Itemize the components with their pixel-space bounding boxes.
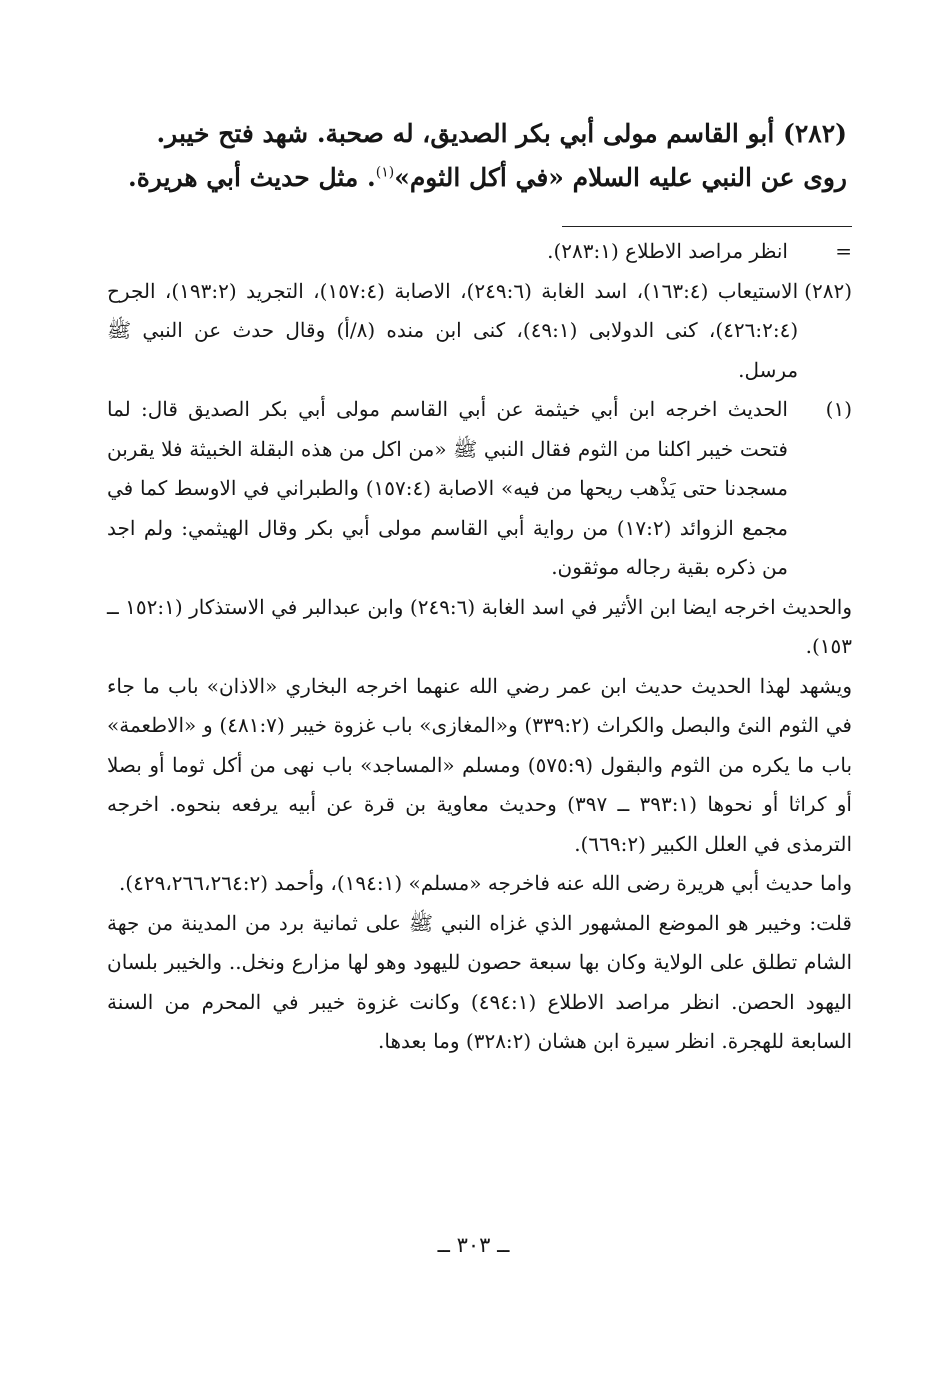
sources-marker: (٢٨٢) (804, 278, 852, 303)
footnote-1-body (107, 390, 788, 588)
footnote-paragraph: الحديث اخرجه ابن أبي خيثمة عن أبي القاسم مولى أبي بكر الصديق قال: لما فتحت خيبر اكلنا من الثوم فقال النبي ﷺ «من اكل من هذه البقلة الخبيثة فلا يقربن مسجدنا حتى يَذْهب ريحها من فيه» الاصابة (١٥٧:٤) والطبراني في الاوسط كما في مجمع الزوائد (١٧:٢) من رواية أبي القاسم مولى أبي بكر وقال الهيثمي: ولم اجد من ذكره بقية رجاله موثقون. (107, 397, 789, 579)
entry-line-2 (117, 156, 847, 200)
footnote-paragraph: والحديث اخرجه ايضا ابن الأثير في اسد الغابة (٢٤٩:٦) وابن عبدالبر في الاستذكار (١٥٢:١ ــ ١٥٣). (107, 594, 853, 658)
footnote-1-cont-a (107, 588, 852, 667)
footnote-1-marker: (١) (825, 397, 852, 421)
footnote-continuation (107, 232, 852, 272)
footnote-paragraph: قلت: وخيبر هو الموضع المشهور الذي غزاه النبي ﷺ على ثمانية برد من المدينة من جهة الشام تطلق على الولاية وكان بها سبعة حصون لليهود وهو لها مزارع ونخل.. والخيبر بلسان اليهود الحصن. انظر مراصد الاطلاع (٤٩٤:١) وكانت غزوة خيبر في المحرم من السنة السابعة للهجرة. انظر سيرة ابن هشان (٣٢٨:٢) وما بعدها. (107, 910, 852, 1053)
page-number: ــ ٣٠٣ ــ (437, 1233, 510, 1257)
footnote-1-cont-b (107, 667, 852, 865)
footnote-separator (562, 226, 852, 227)
footnote-1 (107, 390, 852, 588)
entry-line-1: (٢٨٢) أبو القاسم مولى أبي بكر الصديق، له صحبة. شهد فتح خيبر. (156, 119, 847, 148)
footnote-1-cont-d (107, 904, 852, 1062)
sources-text: الاستيعاب (١٦٣:٤)، اسد الغابة (٢٤٩:٦)، الاصابة (١٥٧:٤)، التجريد (١٩٣:٢)، الجرح (٤٢٦:٢:٤)، كنى الدولابى (٤٩:١)، كنى ابن منده (٨/أ) وقال حدث عن النبي ﷺ مرسل. (107, 278, 799, 382)
footnote-paragraph: ويشهد لهذا الحديث حديث ابن عمر رضي الله عنهما اخرجه البخاري «الاذان» باب ما جاء في الثوم النئ والبصل والكراث (٣٣٩:٢) و«المغازى» باب غزوة خيبر (٤٨١:٧) و «الاطعمة» باب ما يكره من الثوم والبقول (٥٧٥:٩) ومسلم «المساجد» باب نهى من أكل ثوما أو بصلا أو كراثا أو نحوها (٣٩٣:١ ــ ٣٩٧) وحديث معاوية بن قرة عن أبيه يرفعه بنحوه. اخرجه الترمذى في العلل الكبير (٦٦٩:٢). (107, 673, 853, 856)
continuation-marker: = (835, 239, 852, 263)
entry-line-2-text: روى عن النبي عليه السلام «في أكل الثوم» (394, 163, 847, 192)
footnote-reference: (١) (375, 164, 395, 181)
footnotes-section (107, 232, 852, 1062)
footnote-1-cont-c (107, 864, 852, 904)
continuation-text: انظر مراصد الاطلاع (٢٨٣:١). (547, 239, 788, 263)
footnote-paragraph: واما حديث أبي هريرة رضى الله عنه فاخرجه «مسلم» (١٩٤:١)، وأحمد (٤٢٩،٢٦٦،٢٦٤:٢). (118, 871, 852, 895)
entry-line-2-tail: . مثل حديث أبي هريرة. (127, 163, 376, 192)
biography-entry (117, 112, 847, 200)
footnote-sources (107, 272, 852, 391)
